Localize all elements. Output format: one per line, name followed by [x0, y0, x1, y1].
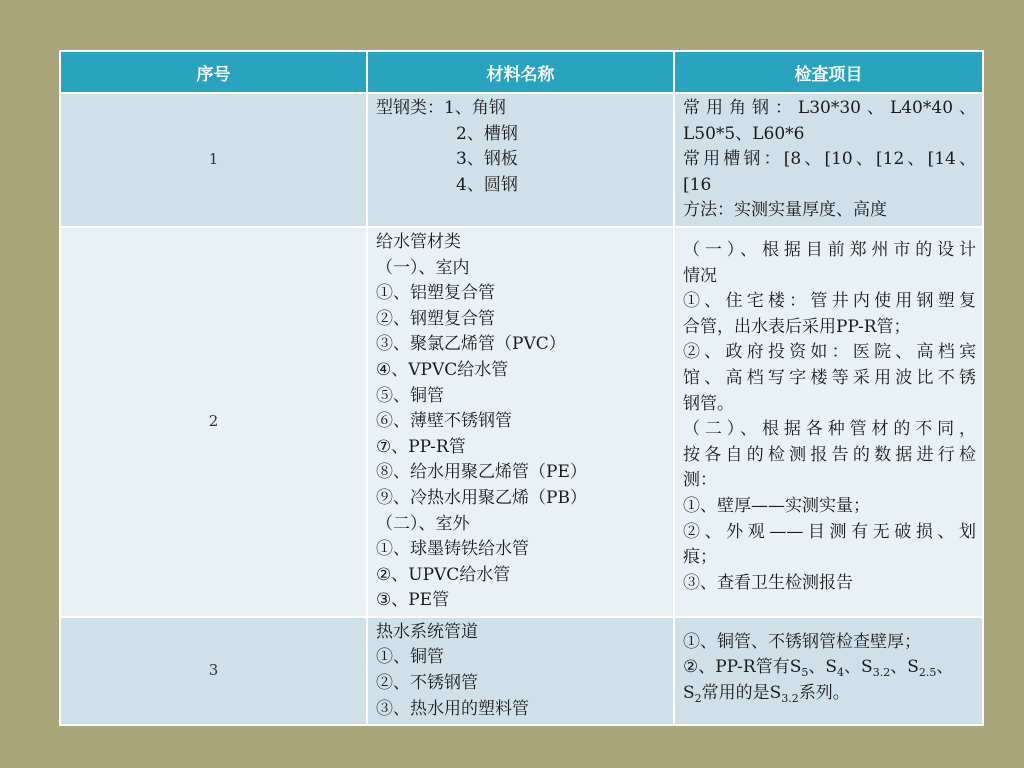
material-line: ②、钢塑复合管	[376, 308, 495, 329]
material-cell	[367, 93, 674, 227]
materials-table	[59, 50, 984, 726]
header-material: 材料名称	[367, 51, 674, 93]
check-line: ①、住宅楼：管井内使用钢塑复	[683, 291, 976, 312]
material-cell	[367, 227, 674, 617]
header-check: 检查项目	[674, 51, 983, 93]
table-row	[60, 617, 983, 725]
material-line: ⑦、PP-R管	[376, 436, 466, 457]
material-line: ③、热水用的塑料管	[376, 698, 529, 719]
row-index: 1	[60, 93, 367, 227]
material-line: ③、PE管	[376, 590, 450, 611]
check-line: 方法：实测实量厚度、高度	[683, 200, 887, 221]
material-line: ①、球墨铸铁给水管	[376, 539, 529, 560]
check-line: （二）、根据各种管材的不同，	[683, 419, 976, 440]
material-line: （一）、室内	[376, 257, 470, 278]
check-line: 合管，出水表后采用PP-R管；	[683, 316, 911, 337]
material-line: 4、圆钢	[456, 174, 518, 195]
material-line: ③、聚氯乙烯管（PVC）	[376, 334, 566, 355]
material-cell	[367, 617, 674, 725]
check-line: ①、铜管、不锈钢管检查壁厚；	[683, 631, 921, 652]
material-line: 给水管材类	[376, 231, 461, 252]
check-line: 情况	[683, 265, 717, 286]
check-line: L50*5、L60*6	[683, 123, 805, 144]
table-header-row	[60, 51, 983, 93]
material-line: 热水系统管道	[376, 621, 478, 642]
material-line: 3、钢板	[456, 149, 518, 170]
check-line: ②、政府投资如：医院、高档宾	[683, 342, 976, 363]
material-line: ⑤、铜管	[376, 385, 444, 406]
row-index: 2	[60, 227, 367, 617]
material-line: ⑥、薄壁不锈钢管	[376, 411, 512, 432]
check-line: 按各自的检测报告的数据进行检	[683, 444, 976, 465]
material-line: ④、VPVC给水管	[376, 359, 509, 380]
check-line: 馆、高档写字楼等采用波比不锈	[683, 367, 976, 388]
material-line: 2、槽钢	[456, 123, 518, 144]
check-line: [16	[683, 174, 712, 195]
check-cell	[674, 617, 983, 725]
header-index: 序号	[60, 51, 367, 93]
check-cell	[674, 93, 983, 227]
check-line: ②、PP-R管有$S_5$、$S_4$、$S_{3.2}$、$S_{2.5}$、	[683, 657, 954, 680]
check-line: ②、外观——目测有无破损、划	[683, 521, 976, 542]
material-line: ②、UPVC给水管	[376, 564, 511, 585]
check-line: 测：	[683, 470, 717, 491]
table-row	[60, 93, 983, 227]
material-line: ①、铜管	[376, 647, 444, 668]
check-line: 常用角钢：L30*30、L40*40、	[683, 98, 976, 118]
material-line: ②、不锈钢管	[376, 673, 478, 694]
material-line: ⑧、给水用聚乙烯管（PE）	[376, 462, 587, 483]
check-line: 痕；	[683, 547, 717, 568]
material-line: ①、铝塑复合管	[376, 283, 495, 304]
table-row	[60, 227, 983, 617]
material-line: （二）、室外	[376, 513, 470, 534]
check-line: ③、查看卫生检测报告	[683, 572, 853, 593]
check-cell	[674, 227, 983, 617]
check-line: $S_2$常用的是$S_{3.2}$系列。	[683, 683, 850, 706]
row-index: 3	[60, 617, 367, 725]
material-line: 型钢类：1、角钢	[376, 98, 506, 118]
check-line: （一）、根据目前郑州市的设计	[683, 239, 976, 260]
check-line: 常用槽钢：[8、[10、[12、[14、	[683, 149, 976, 170]
check-line: 钢管。	[683, 393, 734, 414]
check-line: ①、壁厚——实测实量；	[683, 495, 870, 516]
material-line: ⑨、冷热水用聚乙烯（PB）	[376, 487, 587, 508]
